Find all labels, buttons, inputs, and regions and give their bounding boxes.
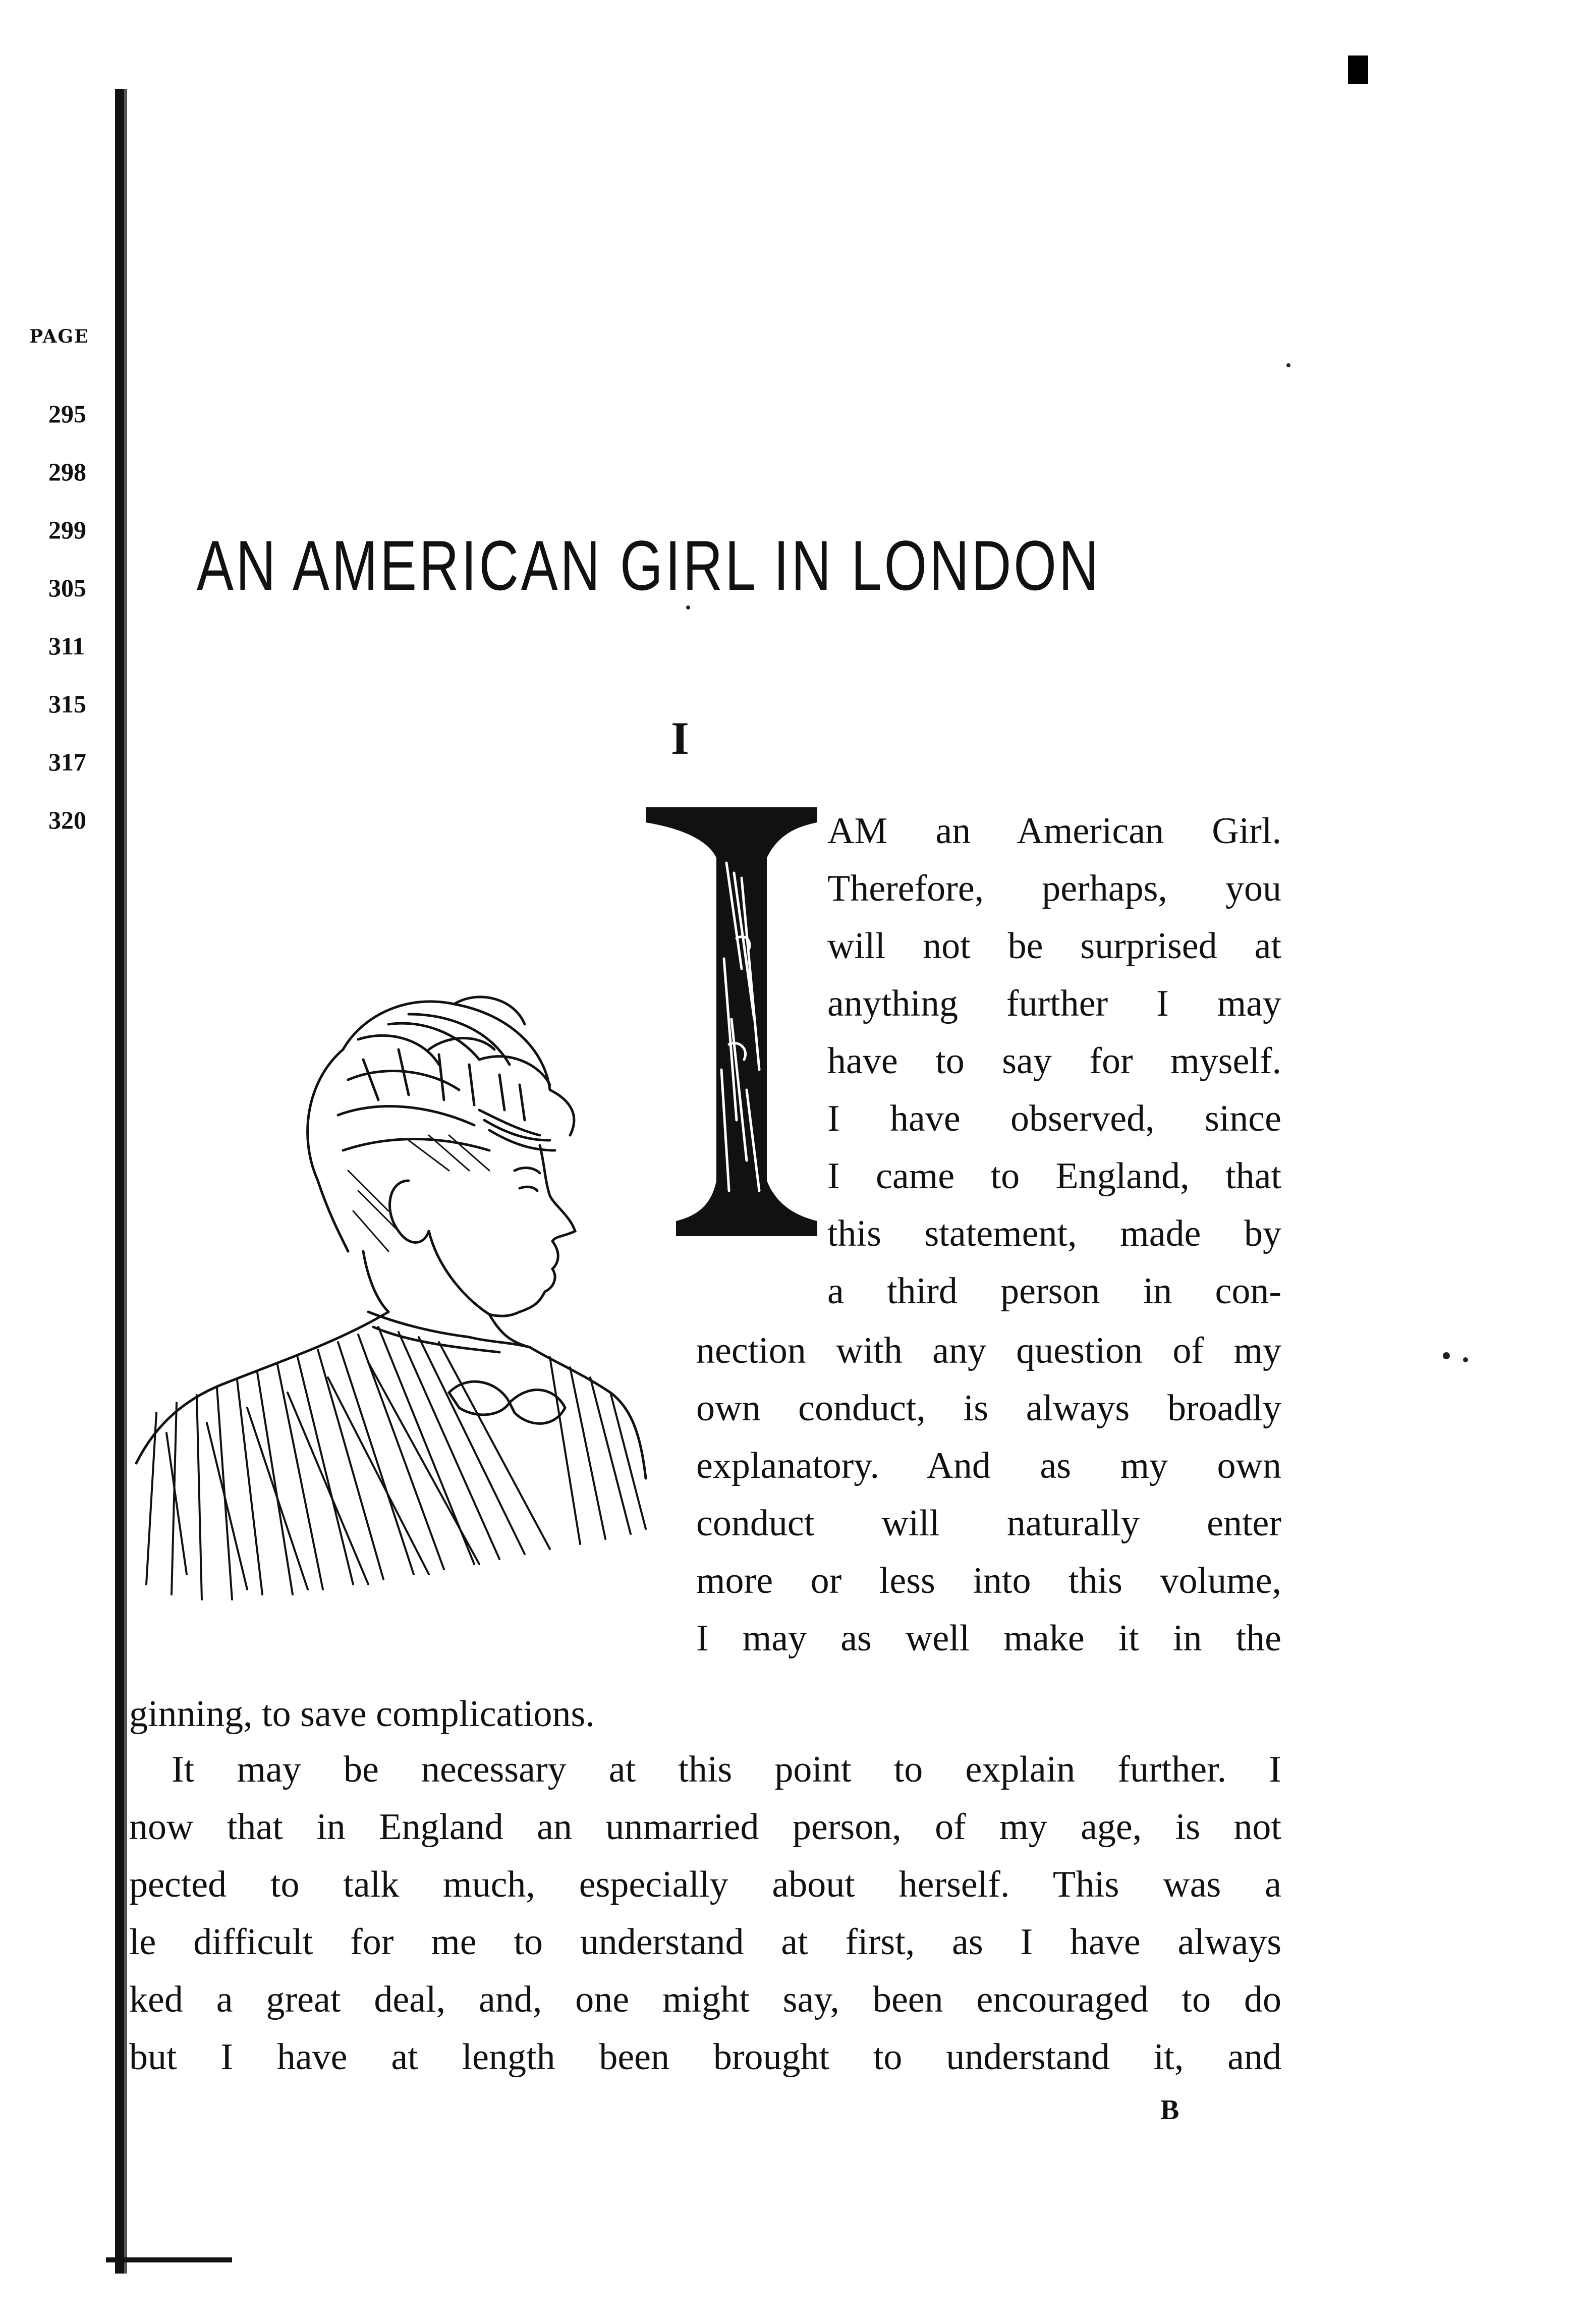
portrait-of-young-woman-icon xyxy=(126,898,661,1604)
drop-cap-letter-icon xyxy=(646,807,817,1236)
margin-page-refs xyxy=(48,399,86,863)
text-line: Therefore, perhaps, you xyxy=(827,868,1281,909)
text-line: conduct will naturally enter xyxy=(696,1503,1281,1544)
paragraph-1-end xyxy=(129,1685,785,1743)
margin-page-ref: 320 xyxy=(48,806,86,834)
text-line: explanatory. And as my own xyxy=(696,1445,1281,1486)
text-line: ginning, to save complications. xyxy=(129,1693,595,1735)
text-line: nection with any question of my xyxy=(696,1330,1281,1371)
paragraph-1-top xyxy=(827,802,1281,1320)
text-line: I came to England, that xyxy=(827,1155,1281,1197)
scan-speck xyxy=(1463,1357,1468,1362)
text-line: own conduct, is always broadly xyxy=(696,1388,1281,1429)
margin-page-ref: 317 xyxy=(48,748,86,776)
margin-page-ref: 315 xyxy=(48,690,86,718)
text-line: will not be surprised at xyxy=(827,925,1281,967)
signature-mark: B xyxy=(1160,2094,1179,2126)
margin-page-ref: 298 xyxy=(48,458,86,486)
scan-speck xyxy=(1286,363,1290,367)
text-line: a third person in con- xyxy=(827,1270,1281,1312)
margin-page-ref: 295 xyxy=(48,400,86,428)
chapter-number: I xyxy=(671,712,689,764)
margin-page-ref: 311 xyxy=(48,632,85,660)
margin-page-label: PAGE xyxy=(29,326,89,347)
text-line: It may be necessary at this point to explain further. I xyxy=(172,1749,1281,1790)
paragraph-1-middle xyxy=(696,1322,1281,1667)
text-line: pected to talk much, especially about herself. This was a xyxy=(129,1864,1281,1905)
text-line: ked a great deal, and, one might say, been encouraged to do xyxy=(129,1979,1281,2020)
text-line: but I have at length been brought to understand it, and xyxy=(129,2036,1281,2078)
text-line: I have observed, since xyxy=(827,1098,1281,1139)
page-title: AN AMERICAN GIRL IN LONDON xyxy=(197,526,1101,605)
paragraph-2 xyxy=(129,1741,1281,2086)
text-line: le difficult for me to understand at first, as I have always xyxy=(129,1921,1281,1963)
text-line: I may as well make it in the xyxy=(696,1618,1281,1659)
margin-page-ref: 305 xyxy=(48,574,86,602)
text-line: now that in England an unmarried person, of my age, is not xyxy=(129,1806,1281,1848)
scan-corner-mark xyxy=(1348,56,1368,84)
text-line: more or less into this volume, xyxy=(696,1560,1281,1601)
text-line: anything further I may xyxy=(827,983,1281,1024)
text-line: this statement, made by xyxy=(827,1213,1281,1254)
text-line: AM an American Girl. xyxy=(827,810,1281,852)
margin-page-ref: 299 xyxy=(48,516,86,544)
text-line: have to say for myself. xyxy=(827,1040,1281,1082)
scan-bottom-rule xyxy=(106,2257,232,2262)
scan-speck xyxy=(1443,1352,1450,1359)
